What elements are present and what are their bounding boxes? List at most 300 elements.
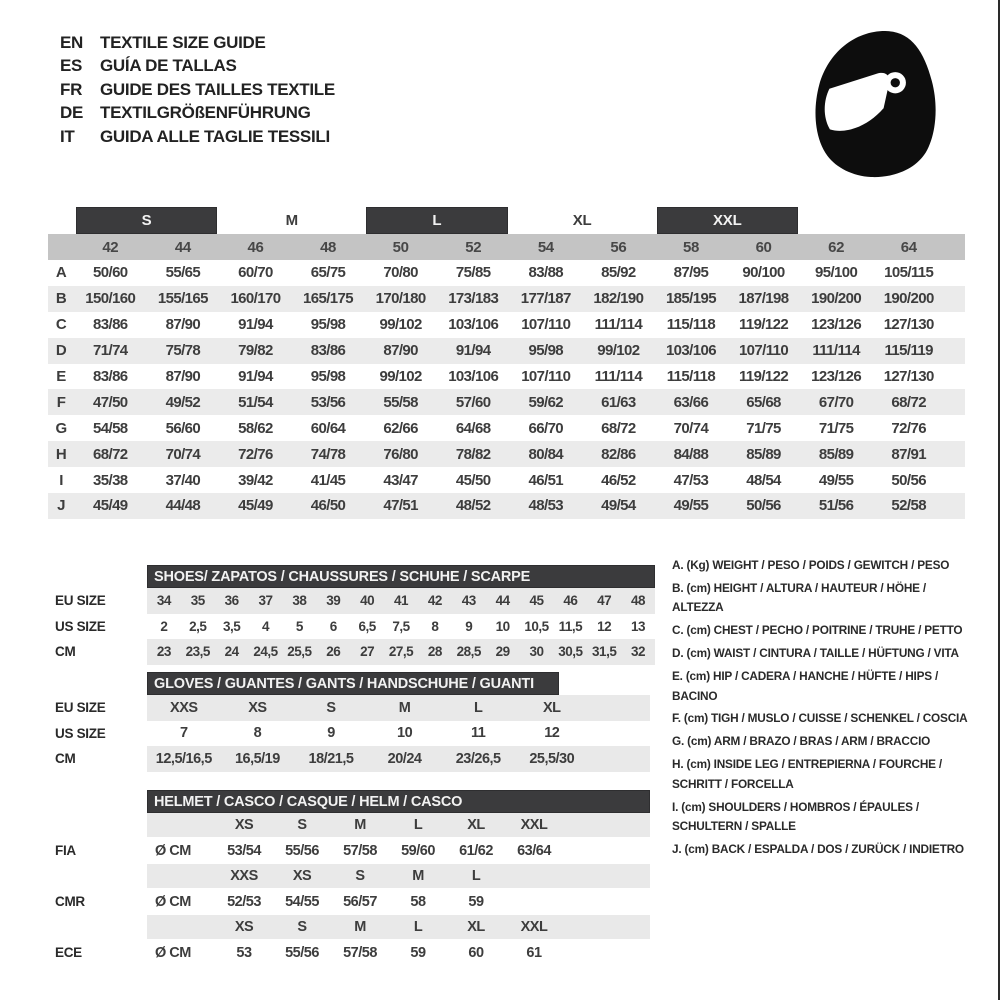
- legend-item: B. (cm) HEIGHT / ALTURA / HAUTEUR / HÖHE / ALTEZZA: [672, 580, 926, 615]
- size-value: 27,5: [388, 644, 414, 660]
- size-value: 10,5: [524, 618, 549, 634]
- measurement-value: 87/90: [383, 342, 418, 360]
- helmet-size-label: XS: [234, 919, 254, 935]
- helmet-size-label: M: [354, 817, 366, 833]
- size-row: [55, 746, 650, 772]
- helmet-value: 60: [468, 944, 484, 961]
- measurement-value: 46/51: [528, 471, 564, 489]
- language-row: [60, 55, 335, 79]
- row-label: US SIZE: [55, 618, 106, 634]
- measurement-value: 119/122: [738, 316, 789, 334]
- size-value: 36: [224, 593, 239, 609]
- row-label: EU SIZE: [55, 593, 106, 609]
- measurement-value: 49/55: [818, 471, 854, 489]
- measurement-value: 45/49: [93, 497, 128, 515]
- size-group-xxl: XXL: [657, 207, 798, 234]
- measurement-value: 50/60: [93, 264, 128, 282]
- measurement-value: 80/84: [528, 445, 564, 463]
- measurement-value: 127/130: [883, 316, 934, 334]
- size-value: 11,5: [558, 618, 583, 634]
- measurement-value: 91/94: [455, 342, 491, 360]
- legend-item: A. (Kg) WEIGHT / PESO / POIDS / GEWITCH / PESO: [672, 558, 950, 572]
- size-value: XXS: [170, 699, 198, 716]
- measurement-value: 99/102: [597, 342, 640, 360]
- size-value: 28,5: [456, 644, 481, 660]
- measurement-row: [48, 467, 965, 493]
- size-group-l: L: [366, 207, 507, 234]
- row-label: CM: [55, 644, 76, 660]
- size-value: 26: [326, 644, 341, 660]
- measurement-value: 58/62: [238, 419, 273, 437]
- measurement-row: [48, 441, 965, 467]
- helmet-size-label: S: [297, 817, 307, 833]
- group-row-spacer: [48, 207, 74, 234]
- size-value: 12: [597, 618, 612, 634]
- measurement-value: 64/68: [455, 419, 491, 437]
- measurement-value: 74/78: [310, 445, 346, 463]
- size-column-header: 62: [828, 238, 845, 256]
- language-title-list: [60, 31, 335, 149]
- helmet-value: 59/60: [401, 842, 435, 859]
- size-value: 7,5: [392, 618, 410, 634]
- measurement-value: 70/74: [673, 419, 709, 437]
- size-value: 3,5: [223, 618, 241, 634]
- measurement-value: 72/76: [238, 445, 273, 463]
- row-label: CM: [55, 751, 76, 767]
- measurement-value: 71/74: [93, 342, 128, 360]
- measurement-row: [48, 364, 965, 390]
- helmet-size-label: XL: [467, 919, 485, 935]
- helmet-value: 63/64: [517, 842, 551, 859]
- measurement-value: 65/75: [310, 264, 346, 282]
- measurement-value: 85/89: [818, 445, 854, 463]
- helmet-values-row: [55, 837, 650, 864]
- measurement-value: 51/56: [818, 497, 854, 515]
- helmet-value: 59: [410, 944, 426, 961]
- helmet-value: 61: [526, 944, 542, 961]
- measurement-value: 111/114: [812, 342, 860, 360]
- size-value: M: [398, 699, 411, 716]
- textile-measurement-table: [48, 260, 965, 519]
- size-value: 23,5: [185, 644, 210, 660]
- helmet-values: [147, 888, 650, 915]
- measurement-value: 50/56: [891, 471, 926, 489]
- measurement-value: 87/95: [673, 264, 709, 282]
- row-letter: D: [55, 342, 67, 360]
- measurement-value: 61/63: [601, 393, 636, 411]
- measurement-value: 63/66: [673, 393, 709, 411]
- measurement-value: 160/170: [230, 290, 281, 308]
- measurement-value: 115/118: [666, 316, 716, 334]
- row-values: [147, 614, 655, 640]
- language-code: EN: [60, 32, 84, 52]
- language-title: TEXTILGRÖßENFÜHRUNG: [100, 103, 311, 123]
- standard-label: FIA: [55, 843, 76, 858]
- measurement-value: 71/75: [746, 419, 781, 437]
- measurement-value: 107/110: [521, 316, 571, 334]
- measurement-value: 82/86: [601, 445, 636, 463]
- row-label: EU SIZE: [55, 700, 106, 716]
- helmet-size-strip: [147, 864, 650, 888]
- standard-label: CMR: [55, 894, 85, 909]
- measurement-value: 45/49: [238, 497, 273, 515]
- measurement-row: [48, 260, 965, 286]
- measurement-value: 103/106: [665, 342, 716, 360]
- measurement-row: [48, 312, 965, 338]
- language-code: ES: [60, 56, 83, 76]
- language-code: IT: [60, 126, 75, 146]
- size-value: 8: [253, 725, 262, 742]
- row-label: US SIZE: [55, 725, 106, 741]
- measurement-value: 95/98: [310, 316, 346, 334]
- measurement-value: 85/92: [601, 264, 636, 282]
- measurement-value: 119/122: [738, 368, 789, 385]
- measurement-value: 123/126: [811, 368, 862, 385]
- helmet-sizes-row: [55, 915, 650, 939]
- row-values: [147, 746, 650, 772]
- helmet-size-label: M: [354, 919, 366, 935]
- measurement-value: 90/100: [742, 264, 785, 282]
- size-row: [55, 614, 655, 640]
- size-value: 24,5: [253, 644, 278, 660]
- size-value: 45: [529, 593, 544, 609]
- size-value: XS: [248, 699, 267, 716]
- legend-item: F. (cm) TIGH / MUSLO / CUISSE / SCHENKEL / COSCIA: [672, 711, 968, 726]
- size-column-header: 52: [465, 238, 482, 256]
- size-column-header: 46: [247, 238, 264, 256]
- size-value: 39: [326, 593, 341, 609]
- row-letter: E: [56, 368, 66, 385]
- size-row: [55, 588, 655, 614]
- measurement-value: 47/53: [673, 471, 709, 489]
- size-value: 10: [495, 618, 510, 634]
- measurement-value: 55/58: [383, 393, 418, 411]
- measurement-value: 84/88: [673, 445, 709, 463]
- measurement-value: 55/65: [165, 264, 201, 282]
- size-column-header: 64: [900, 238, 917, 256]
- size-value: 48: [631, 593, 646, 609]
- measurement-value: 185/195: [665, 290, 716, 308]
- measurement-value: 111/114: [594, 368, 643, 385]
- measurement-value: 115/118: [666, 368, 716, 385]
- size-value: 6: [329, 618, 337, 634]
- size-row: [55, 721, 650, 747]
- helmet-value: 59: [468, 893, 484, 910]
- helmet-value: 56/57: [343, 893, 377, 910]
- helmet-value: 54/55: [285, 893, 319, 910]
- size-value: 29: [495, 644, 510, 660]
- row-letter: H: [55, 445, 67, 463]
- helmet-size-label: S: [297, 919, 307, 935]
- size-value: 40: [360, 593, 375, 609]
- row-label-spacer: [55, 915, 147, 939]
- size-value: XL: [543, 699, 561, 716]
- size-value: 32: [631, 644, 646, 660]
- size-column-header: 56: [610, 238, 627, 256]
- visor-pivot-dot: [891, 78, 900, 87]
- size-value: 12: [544, 725, 560, 742]
- measurement-value: 72/76: [891, 419, 926, 437]
- measurement-value: 68/72: [891, 393, 926, 411]
- size-value: 46: [563, 593, 578, 609]
- helmet-sizes-row: [55, 864, 650, 888]
- measurement-row: [48, 493, 965, 519]
- language-row: [60, 102, 335, 126]
- helmet-value: 55/56: [285, 944, 319, 961]
- measurement-value: 68/72: [601, 419, 636, 437]
- size-value: 30,5: [558, 644, 583, 660]
- measurement-value: 91/94: [238, 316, 273, 334]
- measurement-row: [48, 389, 965, 415]
- helmet-value: 58: [410, 893, 426, 910]
- racing-helmet-icon: [810, 28, 940, 178]
- measurement-value: 60/70: [238, 264, 273, 282]
- measurement-value: 45/50: [455, 471, 491, 489]
- size-value: 25,5/30: [529, 750, 575, 767]
- diameter-unit: Ø CM: [155, 944, 191, 961]
- size-value: 13: [631, 618, 646, 634]
- measurement-value: 60/64: [310, 419, 346, 437]
- measurement-value: 75/85: [455, 264, 491, 282]
- helmet-value: 57/58: [343, 842, 377, 859]
- helmet-size-label: L: [413, 919, 423, 935]
- measurement-value: 46/52: [601, 471, 636, 489]
- row-letter: G: [55, 419, 67, 437]
- row-values: [147, 721, 650, 747]
- measurement-value: 95/100: [814, 264, 858, 282]
- helmet-size-label: XS: [292, 868, 312, 884]
- size-value: 38: [292, 593, 307, 609]
- size-value: 5: [295, 618, 303, 634]
- size-column-header: 44: [174, 238, 191, 256]
- size-column-header: 50: [392, 238, 409, 256]
- size-value: 35: [190, 593, 205, 609]
- helmet-size-label: XL: [467, 817, 485, 833]
- measurement-value: 48/53: [528, 497, 564, 515]
- size-value: 43: [461, 593, 476, 609]
- measurement-value: 83/86: [93, 368, 128, 385]
- measurement-value: 127/130: [883, 368, 934, 385]
- language-title: GUIDA ALLE TAGLIE TESSILI: [100, 126, 330, 146]
- diameter-unit: Ø CM: [155, 893, 191, 910]
- measurement-value: 46/50: [310, 497, 346, 515]
- measurement-value: 68/72: [93, 445, 128, 463]
- row-label-spacer: [55, 864, 147, 888]
- measurement-value: 190/200: [811, 290, 862, 308]
- helmet-size-strip: [147, 915, 650, 939]
- row-label-spacer: [55, 813, 147, 837]
- helmet-value: 55/56: [285, 842, 319, 859]
- size-column-header: 60: [755, 238, 772, 256]
- size-value: 47: [597, 593, 612, 609]
- measurement-value: 57/60: [455, 393, 491, 411]
- size-value: 18/21,5: [308, 750, 354, 767]
- helmet-size-label: L: [471, 868, 481, 884]
- helmet-value: 53: [236, 944, 252, 961]
- language-row: [60, 31, 335, 55]
- measurement-value: 76/80: [383, 445, 418, 463]
- measurement-value: 75/78: [165, 342, 201, 360]
- size-value: 10: [397, 725, 413, 742]
- measurement-value: 105/115: [884, 264, 934, 282]
- size-value: 2: [160, 618, 168, 634]
- row-letter: F: [56, 393, 66, 411]
- measurement-value: 83/86: [310, 342, 346, 360]
- size-value: 34: [156, 593, 171, 609]
- size-value: 42: [427, 593, 442, 609]
- measurement-value: 71/75: [818, 419, 854, 437]
- legend-item: G. (cm) ARM / BRAZO / BRAS / ARM / BRACCIO: [672, 734, 931, 749]
- measurement-value: 39/42: [238, 471, 273, 489]
- helmet-sizes-row: [55, 813, 650, 837]
- helmet-size-label: XXL: [520, 817, 548, 833]
- measurement-value: 83/88: [528, 264, 564, 282]
- helmet-values: [147, 939, 650, 966]
- size-value: 6,5: [358, 618, 376, 634]
- measurement-value: 35/38: [93, 471, 128, 489]
- diameter-unit: Ø CM: [155, 842, 191, 859]
- measurement-value: 70/74: [165, 445, 201, 463]
- measurement-value: 47/50: [93, 393, 128, 411]
- measurement-legend: [672, 556, 974, 863]
- measurement-value: 103/106: [448, 316, 499, 334]
- size-value: 9: [327, 725, 335, 742]
- size-value: 4: [262, 618, 270, 634]
- helmet-size-label: M: [412, 868, 424, 884]
- number-row-spacer: [48, 234, 74, 260]
- measurement-value: 65/68: [746, 393, 781, 411]
- size-group-xl: XL: [572, 212, 592, 229]
- measurement-value: 44/48: [165, 497, 201, 515]
- helmet-values: [147, 837, 650, 864]
- size-number-row: [48, 234, 965, 260]
- helmet-value: 57/58: [343, 944, 377, 961]
- standard-label: ECE: [55, 945, 82, 960]
- legend-item: I. (cm) SHOULDERS / HOMBROS / ÉPAULES / SCHULTERN / SPALLE: [672, 799, 919, 834]
- size-value: 24: [224, 644, 239, 660]
- size-value: 2,5: [189, 618, 207, 634]
- measurement-value: 103/106: [448, 368, 499, 385]
- measurement-value: 85/89: [746, 445, 781, 463]
- language-title: TEXTILE SIZE GUIDE: [100, 32, 266, 52]
- measurement-value: 49/55: [673, 497, 709, 515]
- size-row: [55, 639, 655, 665]
- size-column-header: 58: [683, 238, 699, 256]
- measurement-value: 83/86: [93, 316, 128, 334]
- size-row: [55, 695, 650, 721]
- gloves-size-table: [55, 695, 650, 772]
- size-group-s: S: [76, 207, 217, 234]
- size-value: 7: [180, 725, 188, 742]
- helmet-size-strip: [147, 813, 650, 837]
- measurement-value: 41/45: [310, 471, 346, 489]
- size-value: 44: [495, 593, 510, 609]
- shoes-table-title: SHOES/ ZAPATOS / CHAUSSURES / SCHUHE / SCARPE: [147, 565, 655, 588]
- measurement-row: [48, 286, 965, 312]
- shoes-size-table: [55, 588, 655, 665]
- measurement-row: [48, 415, 965, 441]
- measurement-value: 177/187: [520, 290, 571, 308]
- helmet-value: 52/53: [227, 893, 261, 910]
- measurement-value: 56/60: [165, 419, 201, 437]
- language-row: [60, 125, 335, 149]
- legend-item: J. (cm) BACK / ESPALDA / DOS / ZURÜCK / INDIETRO: [672, 842, 964, 857]
- row-letter: J: [57, 497, 65, 515]
- size-value: 30: [529, 644, 544, 660]
- measurement-value: 53/56: [310, 393, 346, 411]
- helmet-size-label: XS: [234, 817, 254, 833]
- language-code: FR: [60, 79, 83, 99]
- measurement-value: 115/119: [884, 342, 933, 360]
- size-value: 20/24: [387, 750, 422, 767]
- size-value: 11: [471, 725, 486, 742]
- legend-item: E. (cm) HIP / CADERA / HANCHE / HÜFTE / HIPS / BACINO: [672, 669, 939, 703]
- measurement-value: 48/54: [746, 471, 781, 489]
- measurement-value: 66/70: [528, 419, 564, 437]
- size-value: 12,5/16,5: [155, 750, 212, 767]
- measurement-value: 107/110: [738, 342, 789, 360]
- measurement-value: 70/80: [383, 264, 418, 282]
- legend-item: C. (cm) CHEST / PECHO / POITRINE / TRUHE / PETTO: [672, 623, 963, 638]
- row-letter: C: [55, 316, 67, 334]
- measurement-value: 155/165: [157, 290, 208, 308]
- size-value: 8: [431, 618, 439, 634]
- size-value: 25,5: [287, 644, 312, 660]
- measurement-value: 91/94: [238, 368, 273, 385]
- language-title: GUIDE DES TAILLES TEXTILE: [100, 79, 335, 99]
- measurement-value: 37/40: [165, 471, 201, 489]
- measurement-value: 87/90: [165, 368, 201, 385]
- helmet-size-label: S: [355, 868, 365, 884]
- helmet-value: 61/62: [459, 842, 493, 859]
- measurement-value: 150/160: [85, 290, 136, 308]
- measurement-value: 187/198: [738, 290, 789, 308]
- measurement-value: 111/114: [594, 316, 643, 334]
- helmet-values-row: [55, 888, 650, 915]
- row-values: [147, 639, 655, 665]
- size-value: 23: [156, 644, 171, 660]
- measurement-value: 165/175: [303, 290, 354, 308]
- helmet-value: 53/54: [227, 842, 261, 859]
- measurement-value: 51/54: [238, 393, 273, 411]
- measurement-value: 62/66: [383, 419, 418, 437]
- measurement-value: 67/70: [818, 393, 854, 411]
- helmet-size-table: [55, 813, 650, 966]
- row-letter: A: [55, 264, 67, 282]
- measurement-value: 49/54: [601, 497, 636, 515]
- measurement-value: 170/180: [375, 290, 426, 308]
- helmet-size-label: L: [413, 817, 423, 833]
- helmet-size-label: XXL: [520, 919, 548, 935]
- size-column-header: 54: [537, 238, 554, 256]
- row-values: [147, 695, 650, 721]
- size-value: 37: [258, 593, 273, 609]
- size-value: 23/26,5: [455, 750, 501, 767]
- measurement-value: 54/58: [93, 419, 128, 437]
- measurement-value: 59/62: [528, 393, 564, 411]
- size-group-m: M: [285, 212, 298, 229]
- size-value: L: [473, 699, 483, 716]
- measurement-row: [48, 338, 965, 364]
- size-column-header: 42: [102, 238, 119, 256]
- legend-item: H. (cm) INSIDE LEG / ENTREPIERNA / FOURCHE / SCHRITT / FORCELLA: [672, 757, 942, 791]
- helmet-size-label: XXS: [230, 868, 258, 884]
- measurement-value: 52/58: [891, 497, 926, 515]
- size-value: 9: [465, 618, 473, 634]
- language-title: GUÍA DE TALLAS: [100, 56, 237, 76]
- measurement-value: 99/102: [379, 316, 422, 334]
- measurement-value: 95/98: [528, 342, 564, 360]
